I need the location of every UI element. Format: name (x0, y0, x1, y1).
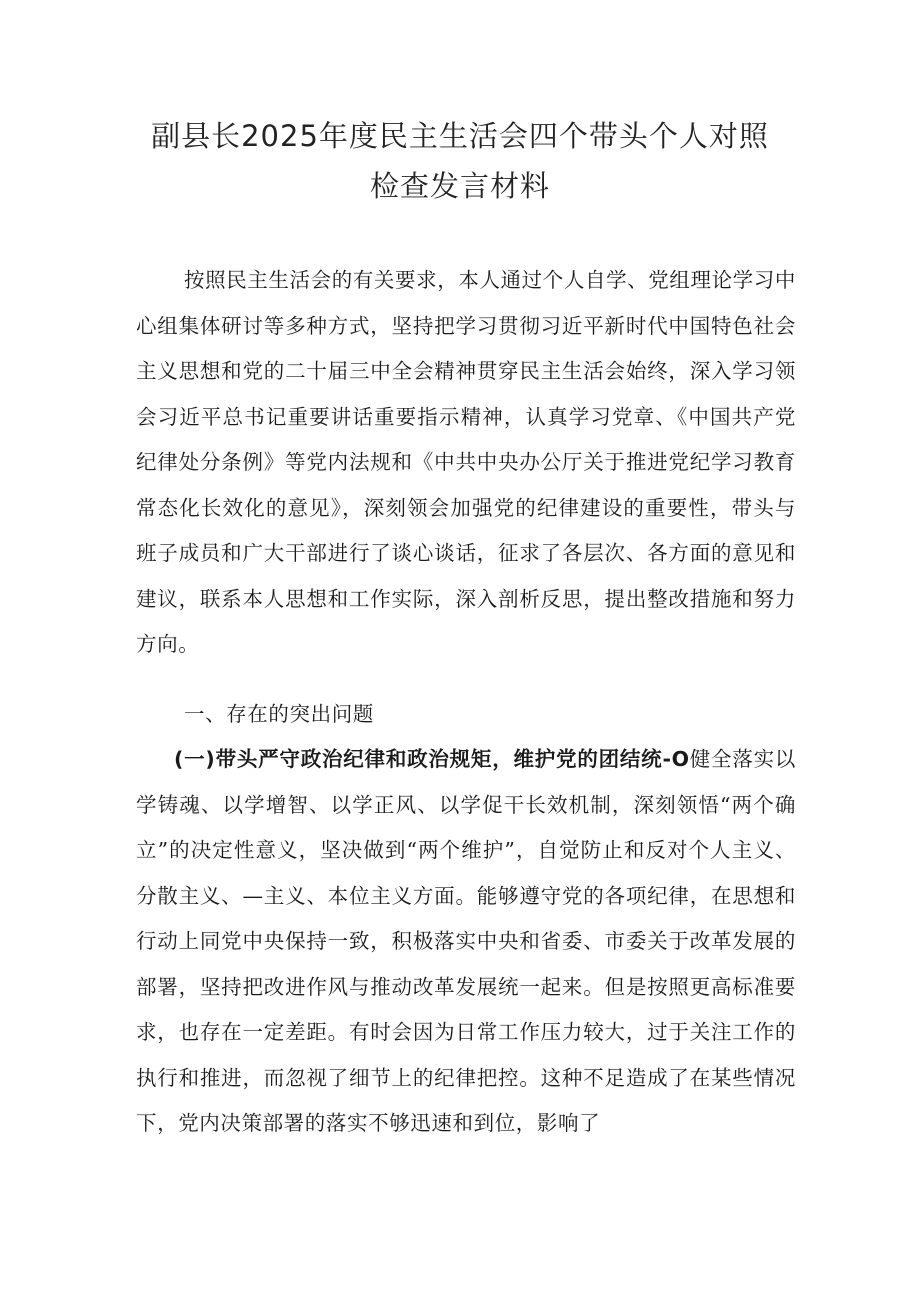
section-heading-problems: 一、存在的突出问题 (184, 702, 374, 726)
document-title-line-2: 检查发言材料 (369, 169, 550, 203)
subsection-paragraph-1 (136, 737, 796, 1147)
subsection-lead-text: (一)带头严守政治纪律和政治规矩，维护党的团结统-O (174, 747, 690, 771)
subsection-body-text: 健全落实以学铸魂、以学增智、以学正风、以学促干长效机制，深刻领悟“两个确立”的决定性意义，坚决做到“两个维护”，自觉防止和反对个人主义、分散主义、—主义、本位主义方面。能够遵守党的各项纪律，在思想和行动上同党中央保持一致，积极落实中央和省委、市委关于改革发展的部署，坚持把改进作风与推动改革发展统一起来。但是按照更高标准要求，也存在一定差距。有时会因为日常工作压力较大，过于关注工作的执行和推进，而忽视了细节上的纪律把控。这种不足造成了在某些情况下，党内决策部署的落实不够迅速和到位，影响了 (136, 747, 796, 1135)
intro-paragraph: 按照民主生活会的有关要求，本人通过个人自学、党组理论学习中心组集体研讨等多种方式，坚持把学习贯彻习近平新时代中国特色社会主义思想和党的二十届三中全会精神贯穿民主生活会始终，深入学习领会习近平总书记重要讲话重要指示精神，认真学习党章、《中国共产党纪律处分条例》等党内法规和《中共中央办公厅关于推进党纪学习教育常态化长效化的意见》，深刻领会加强党的纪律建设的重要性，带头与班子成员和广大干部进行了谈心谈话，征求了各层次、各方面的意见和建议，联系本人思想和工作实际，深入剖析反思，提出整改措施和努力方向。 (136, 268, 796, 656)
document-title-line-1: 副县长2025年度民主生活会四个带头个人对照 (151, 119, 769, 153)
